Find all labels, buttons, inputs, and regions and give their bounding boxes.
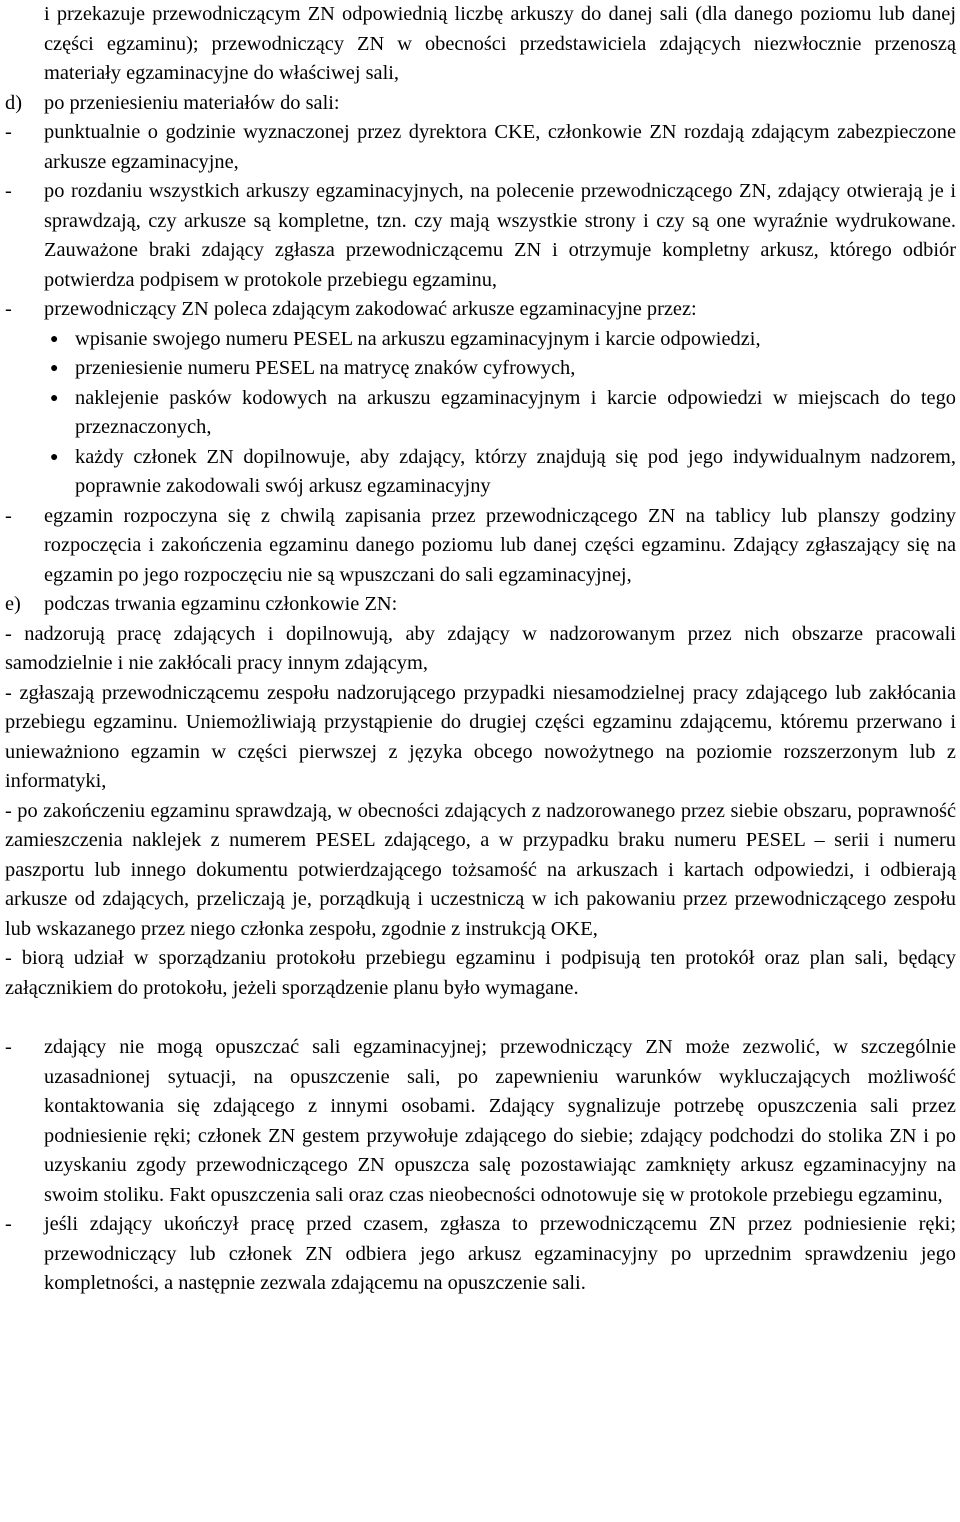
dash-marker: - — [5, 1213, 12, 1235]
dash-marker: - — [5, 298, 12, 320]
section-d-marker: d) — [5, 91, 22, 114]
section-d-text: po przeniesieniu materiałów do sali: — [44, 91, 340, 114]
list-item — [5, 118, 956, 177]
bullet-item-text: wpisanie swojego numeru PESEL na arkuszu egzaminacyjnym i karcie odpowiedzi, — [75, 327, 761, 350]
bullet-item-text: naklejenie pasków kodowych na arkuszu egzaminacyjnym i karcie odpowiedzi w miejscach do tego przeznaczonych, — [75, 386, 956, 438]
section-e-heading — [5, 590, 956, 620]
bullet-icon: ● — [50, 390, 59, 406]
bullet-icon: ● — [50, 449, 59, 465]
list-item-text: jeśli zdający ukończył pracę przed czasem, zgłasza to przewodniczącemu ZN przez podniesienie ręki; przewodniczący lub członek ZN odbiera jego arkusz egzaminacyjny po uprzednim sprawdzeniu jego kompletności, a następnie zezwala zdającemu na opuszczenie sali. — [44, 1213, 956, 1294]
intro-paragraph: i przekazuje przewodniczącym ZN odpowiednią liczbę arkuszy do danej sali (dla danego poziomu lub danej części egzaminu); przewodniczący ZN w obecności przedstawiciela zdających niezwłocznie przenoszą materiały egzaminacyjne do właściwej sali, — [44, 3, 956, 84]
dash-marker: - — [5, 504, 12, 527]
list-item-text: punktualnie o godzinie wyznaczonej przez dyrektora CKE, członkowie ZN rozdają zdającym zabezpieczone arkusze egzaminacyjne, — [44, 121, 956, 173]
bullet-item-text: przeniesienie numeru PESEL na matrycę znaków cyfrowych, — [75, 357, 576, 379]
bullet-icon: ● — [50, 361, 59, 376]
bullet-item — [5, 325, 956, 355]
section-e-paragraph: - biorą udział w sporządzaniu protokołu przebiegu egzaminu i podpisują ten protokół oraz plan sali, będący załącznikiem do protokołu, jeżeli sporządzenie planu było wymagane. — [5, 947, 956, 999]
list-item — [5, 295, 956, 325]
bullet-item — [5, 384, 956, 443]
bullet-item-text: każdy członek ZN dopilnowuje, aby zdający, którzy znajdują się pod jego indywidualnym nadzorem, poprawnie zakodowali swój arkusz egzaminacyjny — [75, 445, 956, 497]
list-item — [5, 1033, 956, 1210]
section-e-paragraph: - po zakończeniu egzaminu sprawdzają, w obecności zdających z nadzorowanego przez siebie obszaru, poprawność zamieszczenia naklejek z numerem PESEL zdającego, a w przypadku braku numeru PESEL – serii i numeru paszportu lub innego dokumentu potwierdzającego tożsamość na arkuszach i kartach odpowiedzi, i odbierają arkusze od zdających, przeliczają je, porządkują i uczestniczą w ich pakowaniu przez przewodniczącego zespołu lub wskazanego przez niego członka zespołu, zgodnie z instrukcją OKE, — [5, 799, 956, 940]
list-item-text: przewodniczący ZN poleca zdającym zakodować arkusze egzaminacyjne przez: — [44, 298, 697, 320]
bullet-icon: ● — [50, 331, 59, 347]
dash-marker: - — [5, 121, 12, 143]
section-e-text: podczas trwania egzaminu członkowie ZN: — [44, 593, 398, 615]
spacer — [5, 1003, 956, 1033]
dash-marker: - — [5, 180, 12, 202]
list-item-text: egzamin rozpoczyna się z chwilą zapisania przez przewodniczącego ZN na tablicy lub planszy godziny rozpoczęcia i zakończenia egzaminu danego poziomu lub danej części egzaminu. Zdający zgłaszający się na egzamin po jego rozpoczęciu nie są wpuszczani do sali egzaminacyjnej, — [44, 504, 956, 586]
section-d-heading — [5, 89, 956, 119]
section-e-paragraph: - nadzorują pracę zdających i dopilnowują, aby zdający w nadzorowanym przez nich obszarze pracowali samodzielnie i nie zakłócali pracy innym zdającym, — [5, 622, 956, 674]
list-item — [5, 177, 956, 295]
section-e-marker: e) — [5, 593, 21, 615]
bullet-item — [5, 354, 956, 384]
list-item-text: po rozdaniu wszystkich arkuszy egzaminacyjnych, na polecenie przewodniczącego ZN, zdający otwierają je i sprawdzają, czy arkusze są kompletne, tzn. czy mają wszystkie strony i czy są one wyraźnie wydrukowane. Zauważone braki zdający zgłasza przewodniczącemu ZN i otrzymuje kompletny arkusz, którego odbiór potwierdza podpisem w protokole przebiegu egzaminu, — [44, 180, 956, 291]
list-item — [5, 502, 956, 591]
bullet-item — [5, 443, 956, 502]
list-item-text: zdający nie mogą opuszczać sali egzaminacyjnej; przewodniczący ZN może zezwolić, w szczególnie uzasadnionej sytuacji, na opuszczenie sali, po zapewnieniu warunków wykluczających możliwość kontaktowania się zdającego z innymi osobami. Zdający sygnalizuje potrzebę opuszczenia sali przez podniesienie ręki; członek ZN gestem przywołuje zdającego do siebie; zdający podchodzi do stolika ZN i po uzyskaniu zgody przewodniczącego ZN opuszcza salę pozostawiając zamknięty arkusz egzaminacyjny na swoim stoliku. Fakt opuszczenia sali oraz czas nieobecności odnotowuje się w protokole przebiegu egzaminu, — [44, 1036, 956, 1206]
dash-marker: - — [5, 1036, 12, 1058]
section-e-paragraph: - zgłaszają przewodniczącemu zespołu nadzorującego przypadki niesamodzielnej pracy zdającego lub zakłócania przebiegu egzaminu. Uniemożliwiają przystąpienie do drugiej części egzaminu zdającemu, któremu przerwano i unieważniono egzamin w części pierwszej z języka obcego nowożytnego na poziomie rozszerzonym lub z informatyki, — [5, 681, 956, 792]
list-item — [5, 1210, 956, 1299]
